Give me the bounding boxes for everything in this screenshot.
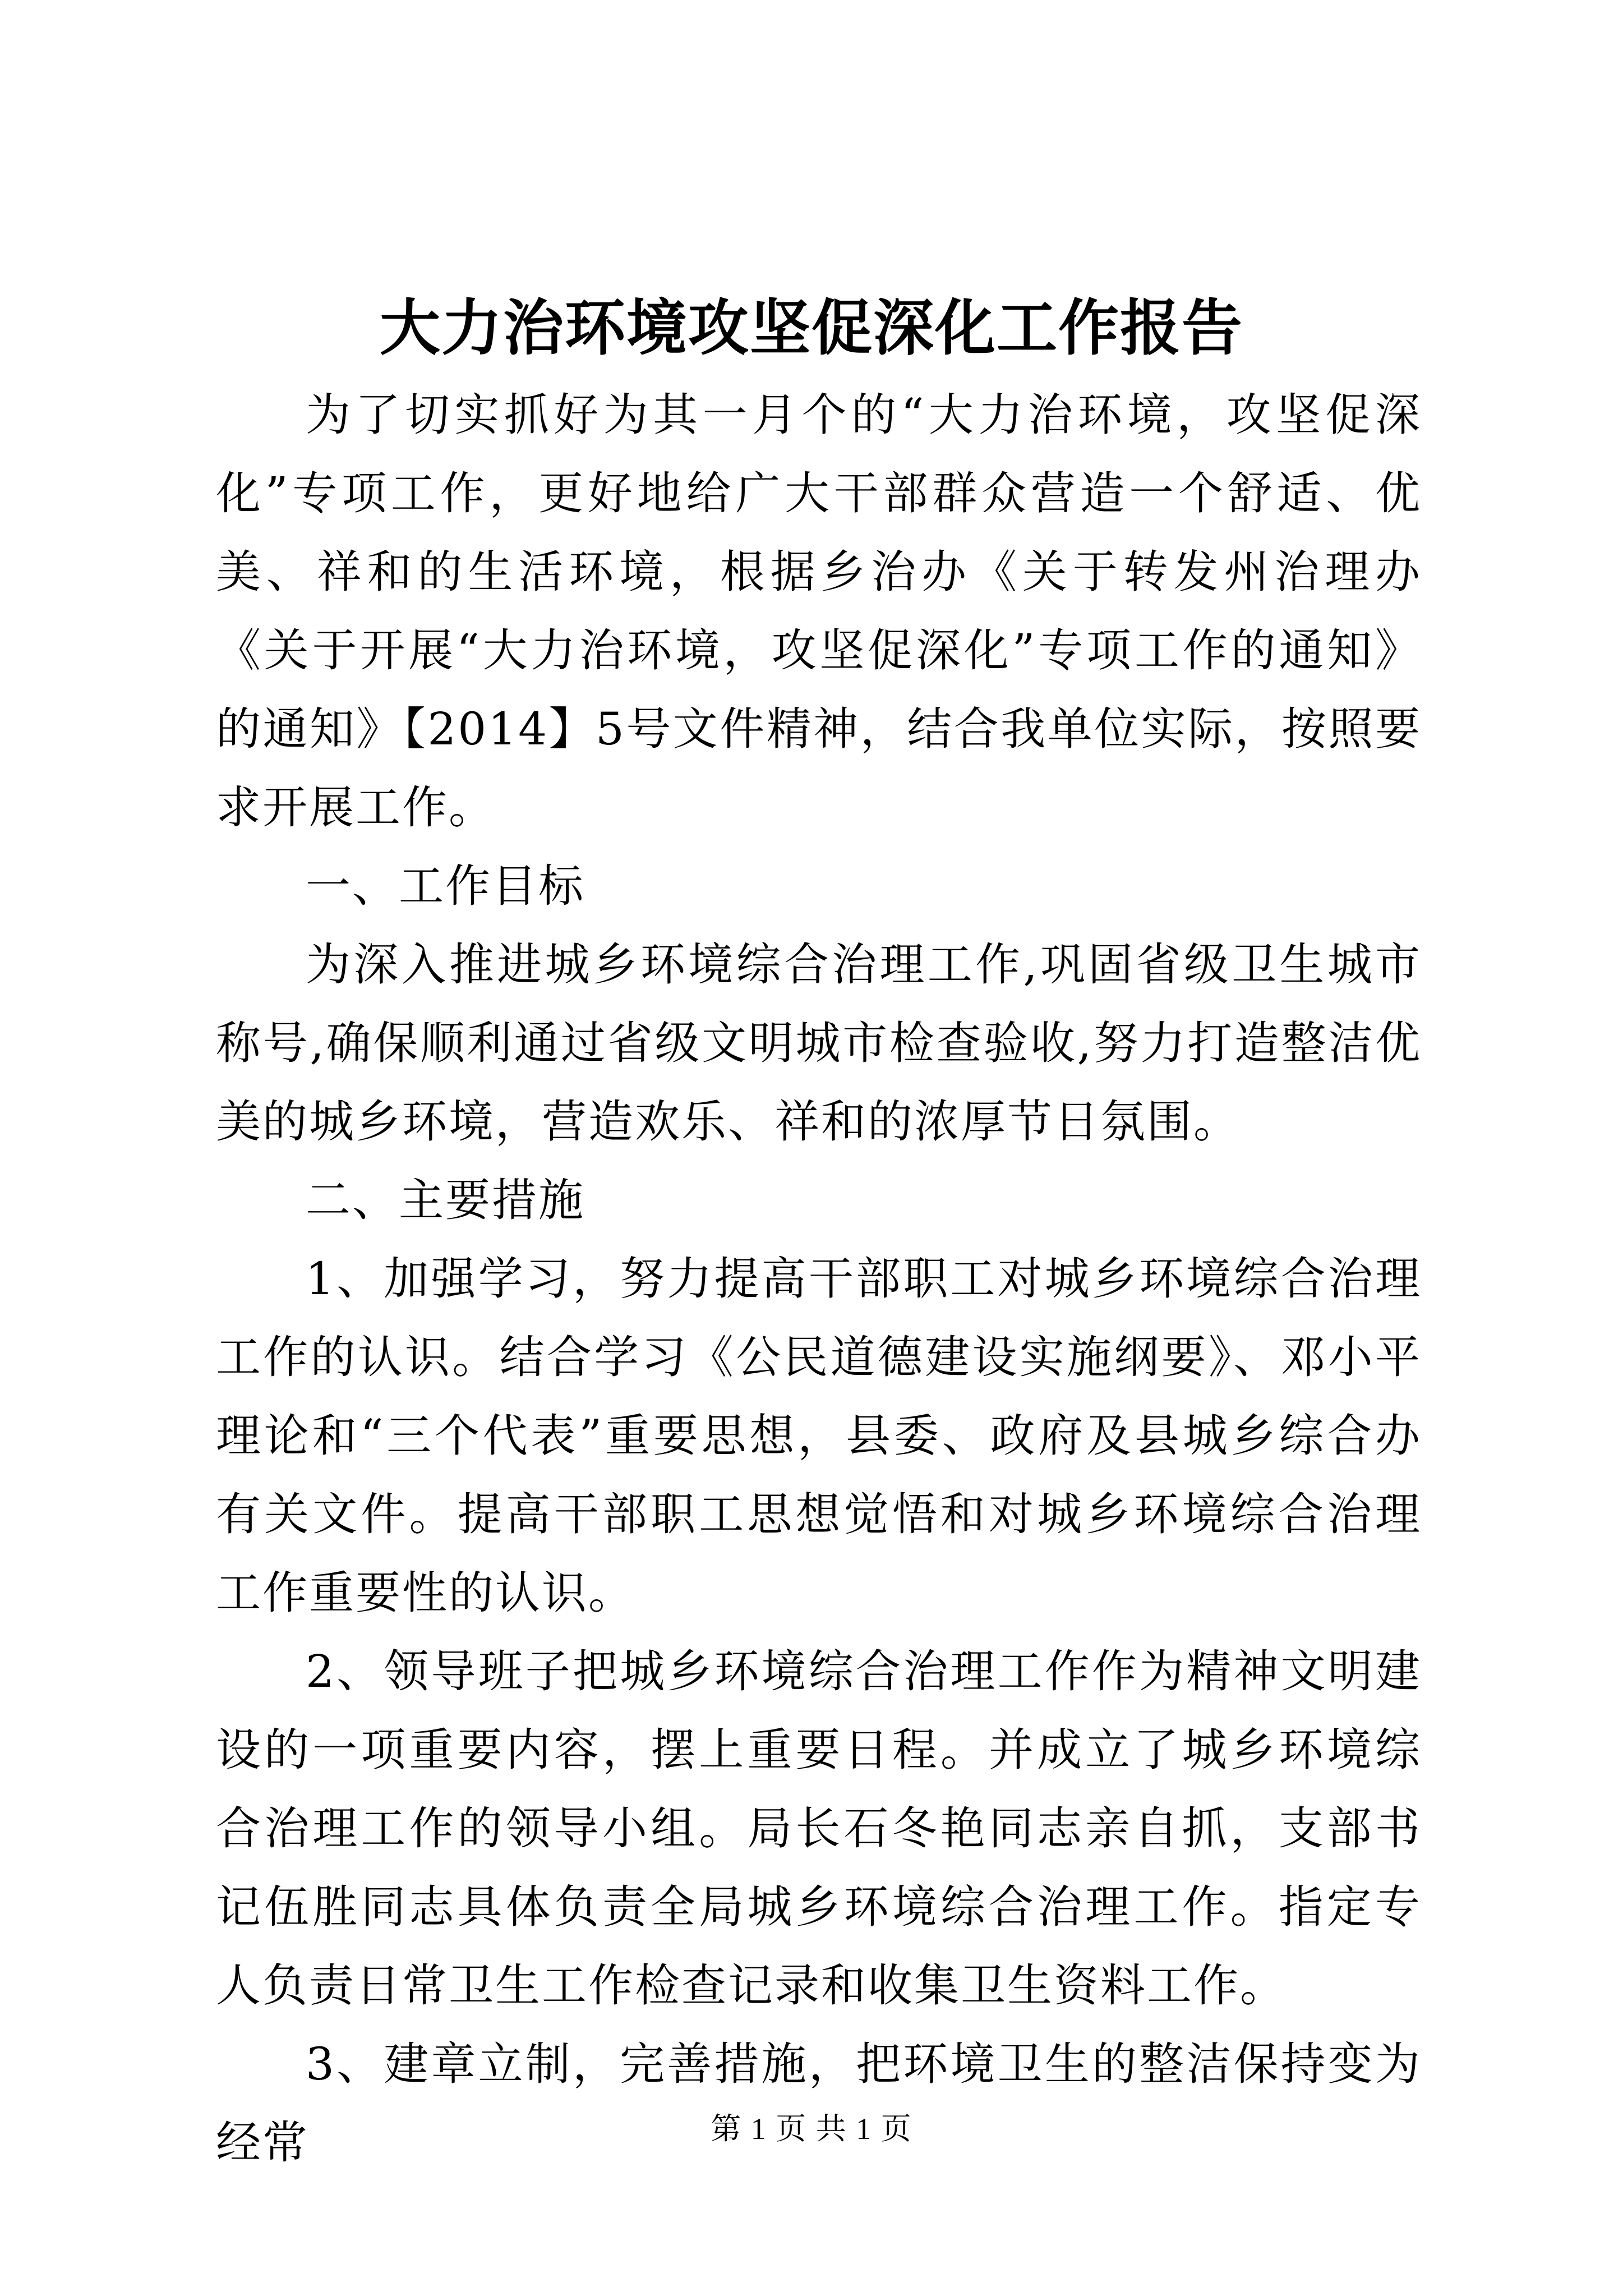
document-title: 大力治环境攻坚促深化工作报告 bbox=[379, 293, 1243, 364]
section-heading-goals: 一、工作目标 bbox=[306, 860, 585, 912]
measure-paragraph-2: 2、领导班子把城乡环境综合治理工作作为精神文明建设的一项重要内容，摆上重要日程。并成立了城乡环境综合治理工作的领导小组。局长石冬艳同志亲自抓，支部书记伍胜同志具体负责全局城乡环境综合治理工作。指定专人负责日常卫生工作检查记录和收集卫生资料工作。 bbox=[216, 1645, 1422, 2012]
document-body bbox=[216, 376, 1422, 2182]
measure-paragraph-1: 1、加强学习，努力提高干部职工对城乡环境综合治理工作的认识。结合学习《公民道德建设实施纲要》、邓小平理论和“三个代表”重要思想，县委、政府及县城乡综合办有关文件。提高干部职工思想觉悟和对城乡环境综合治理工作重要性的认识。 bbox=[216, 1253, 1422, 1619]
page-footer: 第 1 页 共 1 页 bbox=[711, 2112, 912, 2146]
measure-paragraph-3: 3、建章立制，完善措施，把环境卫生的整洁保持变为经常 bbox=[216, 2038, 1422, 2169]
section-heading-measures: 二、主要措施 bbox=[306, 1174, 585, 1226]
intro-paragraph: 为了切实抓好为其一月个的“大力治环境，攻坚促深化”专项工作，更好地给广大干部群众营造一个舒适、优美、祥和的生活环境，根据乡治办《关于转发州治理办《关于开展“大力治环境，攻坚促深化”专项工作的通知》的通知》【2014】5号文件精神，结合我单位实际，按照要求开展工作。 bbox=[216, 389, 1422, 834]
goals-paragraph: 为深入推进城乡环境综合治理工作,巩固省级卫生城市称号,确保顺利通过省级文明城市检查验收,努力打造整洁优美的城乡环境，营造欢乐、祥和的浓厚节日氛围。 bbox=[216, 938, 1422, 1148]
